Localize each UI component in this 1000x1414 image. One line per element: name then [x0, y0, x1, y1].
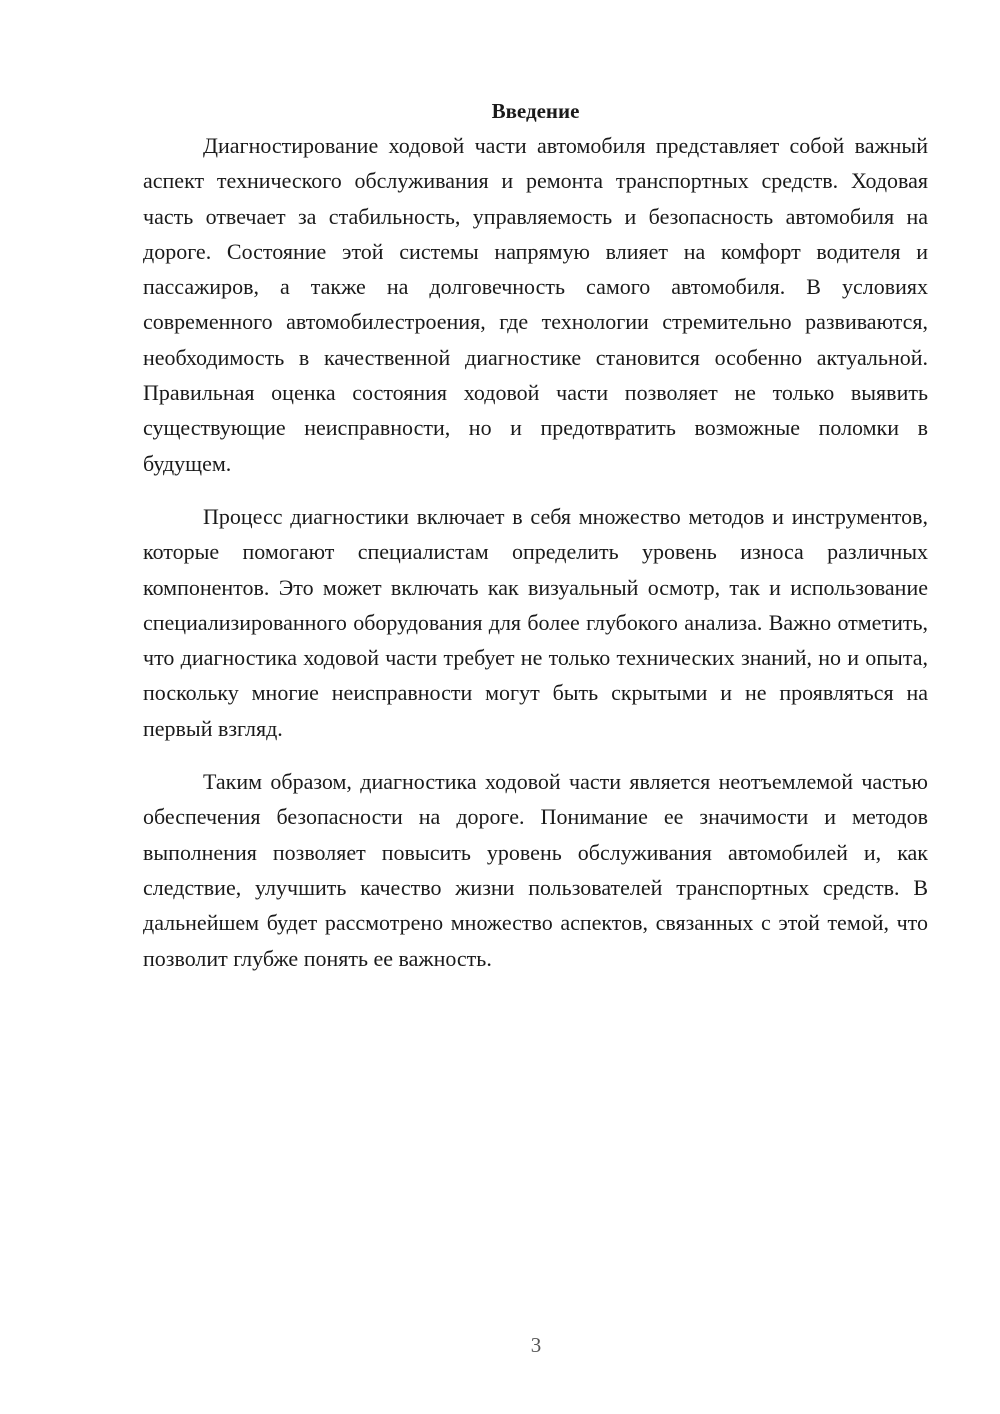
paragraph-2: Процесс диагностики включает в себя множество методов и инструментов, которые помогают специалистам определить уровень износа различных компонентов. Это может включать как визуальный осмотр, так и использование специализированного оборудования для более глубокого анализа. Важно отметить, что диагностика ходовой части требует не только технических знаний, но и опыта, поскольку многие неисправности могут быть скрытыми и не проявляться на первый взгляд.	[143, 503, 928, 741]
page-number: 3	[530, 1333, 542, 1357]
page-content	[143, 96, 928, 994]
paragraph-3: Таким образом, диагностика ходовой части является неотъемлемой частью обеспечения безопасности на дороге. Понимание ее значимости и методов выполнения позволяет повысить уровень обслуживания автомобилей и, как следствие, улучшить качество жизни пользователей транспортных средств. В дальнейшем будет рассмотрено множество аспектов, связанных с этой темой, что позволит глубже понять ее важность.	[143, 769, 928, 971]
section-heading: Введение	[491, 99, 580, 123]
paragraph-1: Диагностирование ходовой части автомобиля представляет собой важный аспект технического обслуживания и ремонта транспортных средств. Ходовая часть отвечает за стабильность, управляемость и безопасность автомобиля на дороге. Состояние этой системы напрямую влияет на комфорт водителя и пассажиров, а также на долговечность самого автомобиля. В условиях современного автомобилестроения, где технологии стремительно развиваются, необходимость в качественной диагностике становится особенно актуальной. Правильная оценка состояния ходовой части позволяет не только выявить существующие неисправности, но и предотвратить возможные поломки в будущем.	[143, 133, 928, 476]
